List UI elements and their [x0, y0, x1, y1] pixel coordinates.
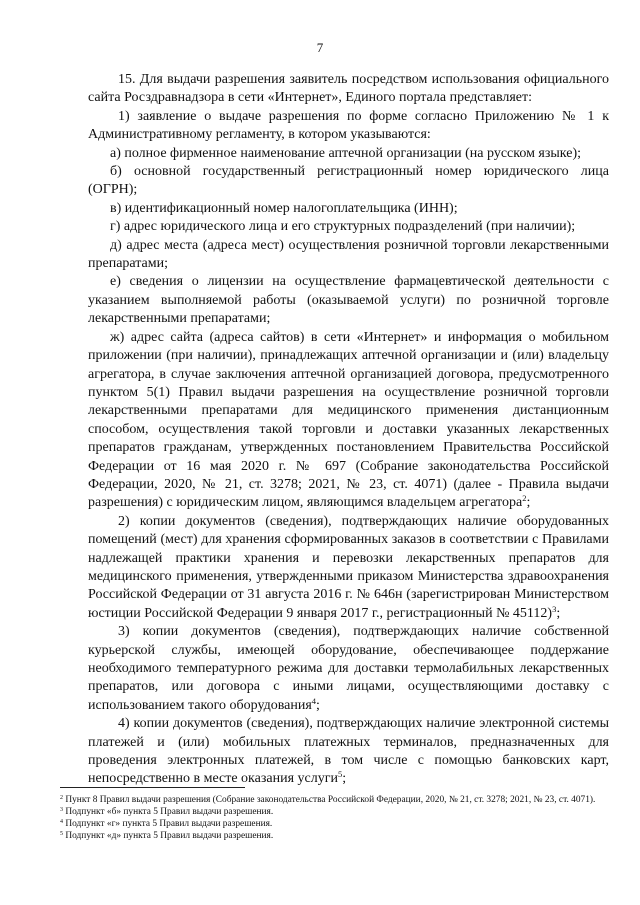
footnote-ref-2[interactable]: 2: [522, 493, 527, 504]
paragraph-4: 4) копии документов (сведения), подтверждающих наличие электронной системы платежей и (или) мобильных платежных терминалов, предназначенных для проведения электронных платежей, в том числе с помощью банковских карт, непосредственно в месте оказания услуги$^5$;: [88, 716, 609, 787]
paragraph-a: а) полное фирменное наименование аптечной организации (на русском языке);: [110, 145, 582, 161]
paragraph-15: 15. Для выдачи разрешения заявитель посредством использования официального сайта Росздравнадзора в сети «Интернет», Единого портала представляет:: [88, 72, 609, 106]
footnote-ref-5[interactable]: 5: [337, 769, 343, 780]
paragraph-e: е) сведения о лицензии на осуществление фармацевтической деятельности с указанием выполняемой работы (оказываемой услуги) по розничной торговле лекарственными препаратами;: [88, 274, 609, 327]
footnotes: [60, 794, 609, 842]
footnote-5: $^5$ Подпункт «д» пункта 5 Правил выдачи разрешения.: [60, 831, 274, 842]
footnote-ref-3[interactable]: 3: [552, 603, 557, 614]
paragraph-3: 3) копии документов (сведения), подтверждающих наличие собственной курьерской службы, имеющей оборудование, обеспечивающее поддержание необходимого температурного режима для доставки термолабильных лекарственных препаратов, или договора с иными лицами, осуществляющими доставку с использованием такого оборудования$^4$;: [88, 624, 609, 713]
footnote-3: $^3$ Подпункт «б» пункта 5 Правил выдачи разрешения.: [60, 807, 274, 818]
footnote-2: $^2$ Пункт 8 Правил выдачи разрешения (Собрание законодательства Российской Федерации, 2020, № 21, ст. 3278; 2021, № 23, ст. 4071).: [60, 795, 596, 805]
footnote-4: $^4$ Подпункт «г» пункта 5 Правил выдачи разрешения.: [60, 819, 273, 830]
paragraph-v: в) идентификационный номер налогоплательщика (ИНН);: [110, 200, 458, 216]
paragraph-d: д) адрес места (адреса мест) осуществления розничной торговли лекарственными препаратами;: [88, 237, 609, 272]
footnote-separator: [60, 787, 245, 788]
paragraph-g: г) адрес юридического лица и его структурных подразделений (при наличии);: [110, 219, 576, 235]
document-body: [88, 71, 609, 789]
paragraph-1: 1) заявление о выдаче разрешения по форме согласно Приложению № 1 к Административному регламенту, в котором указываются:: [88, 108, 609, 143]
footnote-ref-4[interactable]: 4: [311, 695, 317, 706]
paragraph-zh: ж) адрес сайта (адреса сайтов) в сети «Интернет» и информация о мобильном приложении (при наличии), принадлежащих аптечной организации и (или) владельцу агрегатора, в случае заключения аптечной организацией договора, предусмотренного пунктом 5(1) Правил выдачи разрешения на осуществление розничной торговли лекарственными препаратами для медицинского применения дистанционным способом, осуществления такой торговли и доставки указанных лекарственных препаратов гражданам, утвержденных постановлением Правительства Российской Федерации от 16 мая 2020 г. № 697 (Собрание законодательства Российской Федерации, 2020, № 21, ст. 3278; 2021, № 23, ст. 4071) (далее - Правила выдачи разрешения) с юридическим лицом, являющимся владельцем агрегатора$^2$;: [88, 329, 609, 511]
paragraph-2: 2) копии документов (сведения), подтверждающих наличие оборудованных помещений (мест) для хранения сформированных заказов в соответствии с Правилами надлежащей практики хранения и перевозки лекарственных препаратов для медицинского применения, утвержденными приказом Министерства здравоохранения Российской Федерации от 31 августа 2016 г. № 646н (зарегистрирован Министерством юстиции Российской Федерации 9 января 2017 г., регистрационный № 45112)$^3$;: [88, 513, 609, 621]
page-number: 7: [316, 40, 324, 55]
paragraph-b: б) основной государственный регистрационный номер юридического лица (ОГРН);: [88, 164, 609, 198]
